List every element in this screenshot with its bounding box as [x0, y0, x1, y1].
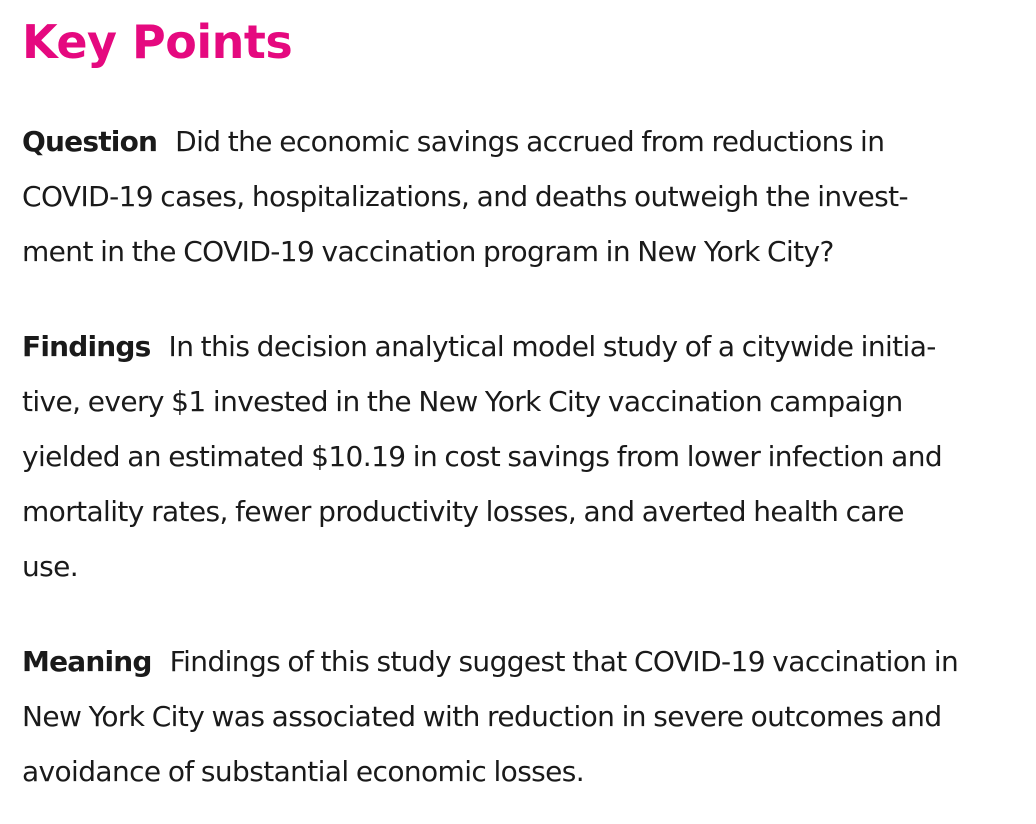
question-line-3: ment in the COVID-19 vaccination program in New York City?	[22, 234, 834, 268]
meaning-line-2: New York City was associated with reduction in severe outcomes and	[22, 699, 942, 733]
question-text-1: Did the economic savings accrued from reductions in	[175, 124, 885, 158]
findings-line-3: yielded an estimated $10.19 in cost savings from lower infection and	[22, 439, 943, 473]
meaning-section	[22, 634, 1016, 799]
question-section	[22, 114, 1016, 279]
findings-line-1	[22, 319, 1016, 374]
findings-text-1: In this decision analytical model study of a citywide initia-	[168, 329, 936, 363]
meaning-line-1	[22, 634, 1016, 689]
question-line-1	[22, 114, 1016, 169]
question-line-2: COVID-19 cases, hospitalizations, and deaths outweigh the invest-	[22, 179, 909, 213]
meaning-line-3: avoidance of substantial economic losses.	[22, 754, 585, 788]
findings-line-2: tive, every $1 invested in the New York City vaccination campaign	[22, 384, 903, 418]
findings-section	[22, 319, 1016, 594]
findings-line-4: mortality rates, fewer productivity losses, and averted health care	[22, 494, 904, 528]
findings-line-5: use.	[22, 549, 79, 583]
question-label: Question	[22, 124, 158, 158]
key-points-title: Key Points	[22, 15, 293, 69]
findings-label: Findings	[22, 329, 151, 363]
meaning-label: Meaning	[22, 644, 152, 678]
meaning-text-1: Findings of this study suggest that COVID-19 vaccination in	[169, 644, 959, 678]
